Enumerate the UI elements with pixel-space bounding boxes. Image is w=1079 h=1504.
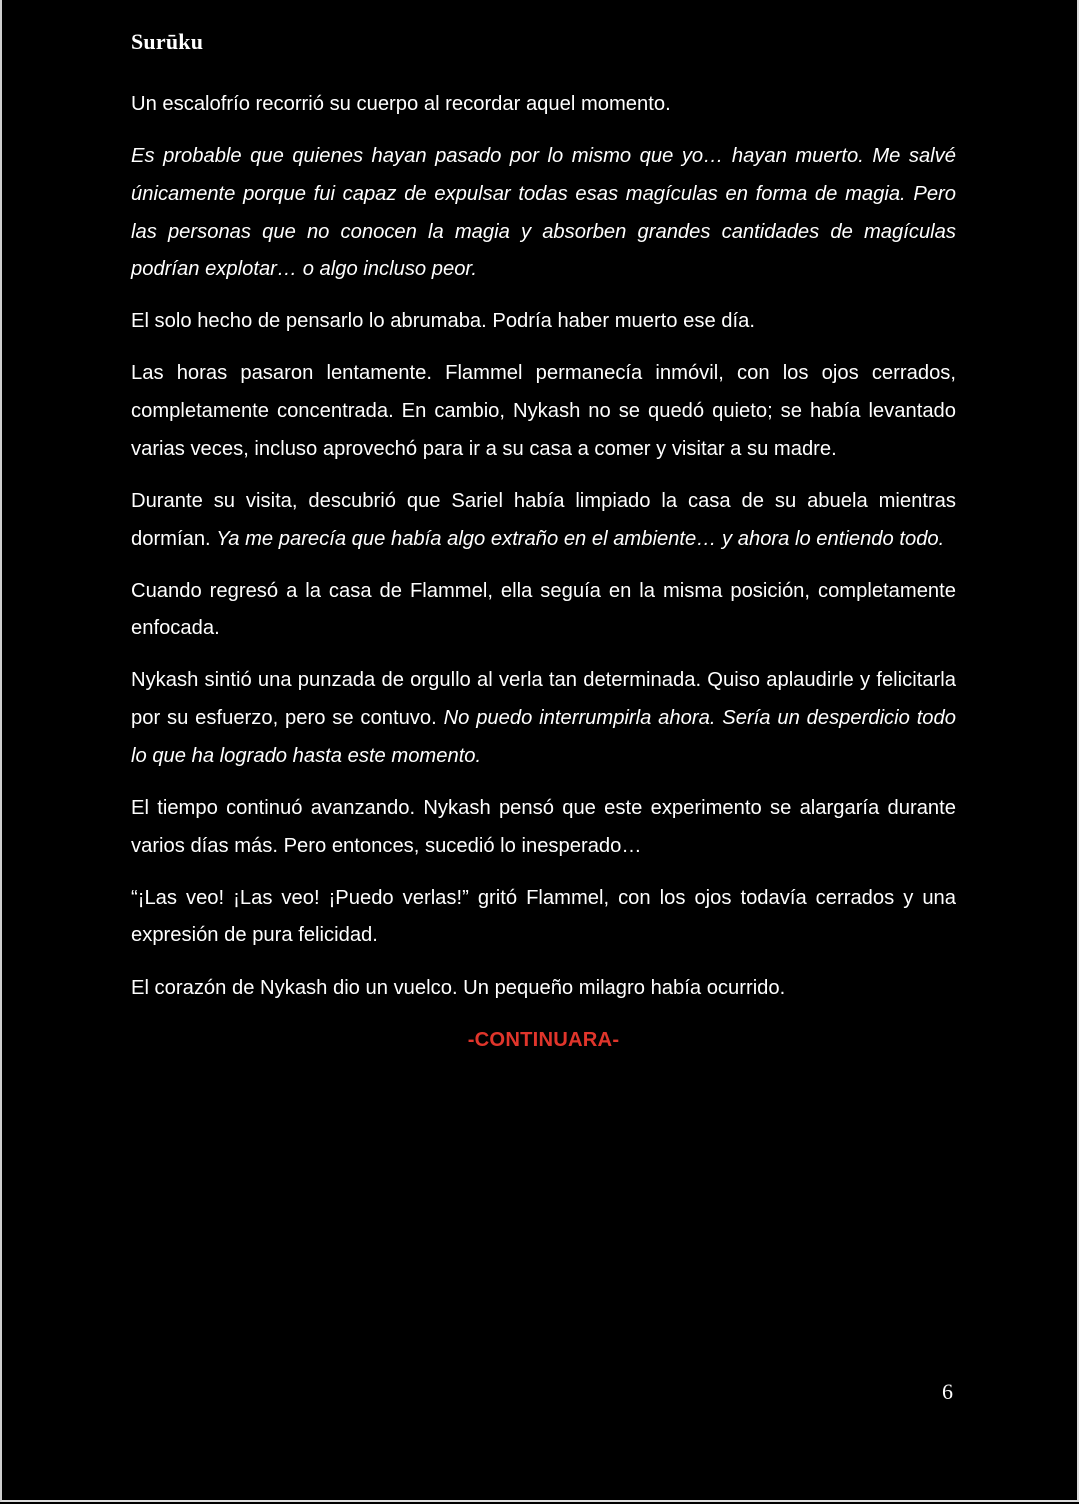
paragraph: “¡Las veo! ¡Las veo! ¡Puedo verlas!” gritó Flammel, con los ojos todavía cerrados y una expresión de pura felicidad.: [131, 886, 956, 947]
page-body: [131, 86, 956, 1074]
header-title: Surūku: [131, 29, 204, 54]
paragraph: El corazón de Nykash dio un vuelco. Un pequeño milagro había ocurrido.: [131, 976, 786, 999]
paragraph: El solo hecho de pensarlo lo abrumaba. Podría haber muerto ese día.: [131, 310, 755, 333]
paragraph: Durante su visita, descubrió que Sariel había limpiado la casa de su abuela mientras dormían. Ya me parecía que había algo extraño en el ambiente… y ahora lo entiendo todo.: [131, 489, 956, 550]
paragraph: El tiempo continuó avanzando. Nykash pensó que este experimento se alargaría durante varios días más. Pero entonces, sucedió lo inesperado…: [131, 796, 956, 857]
paragraph: Un escalofrío recorrió su cuerpo al recordar aquel momento.: [131, 93, 671, 115]
page-number: 6: [942, 1379, 953, 1404]
paragraph: Es probable que quienes hayan pasado por lo mismo que yo… hayan muerto. Me salvé únicamente porque fui capaz de expulsar todas esas magículas en forma de magia. Pero las personas que no conocen la magia y absorben grandes cantidades de magículas podrían explotar… o algo incluso peor.: [131, 145, 956, 281]
paragraph: Cuando regresó a la casa de Flammel, ella seguía en la misma posición, completamente enfocada.: [131, 579, 956, 640]
paragraph: Las horas pasaron lentamente. Flammel permanecía inmóvil, con los ojos cerrados, completamente concentrada. En cambio, Nykash no se quedó quieto; se había levantado varias veces, incluso aprovechó para ir a su casa a comer y visitar a su madre.: [131, 362, 956, 460]
continue-label: -CONTINUARA-: [467, 1028, 620, 1051]
paragraph: Nykash sintió una punzada de orgullo al verla tan determinada. Quiso aplaudirle y felicitarla por su esfuerzo, pero se contuvo. No puedo interrumpirla ahora. Sería un desperdicio todo lo que ha logrado hasta este momento.: [131, 669, 956, 767]
